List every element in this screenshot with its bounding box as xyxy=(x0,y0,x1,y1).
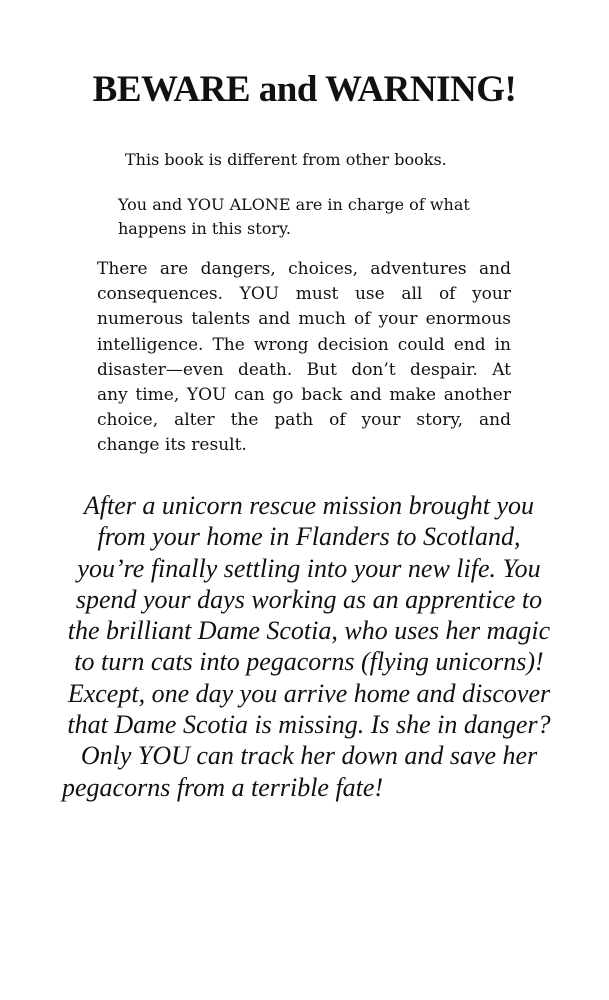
warning-line: any time, YOU can go back and make another xyxy=(97,384,511,405)
story-line: the brilliant Dame Scotia, who uses her magic xyxy=(67,616,551,646)
story-line: from your home in Flanders to Scotland, xyxy=(97,522,521,552)
warning-line: numerous talents and much of your enormous xyxy=(97,309,511,330)
page-title: BEWARE and WARNING! xyxy=(92,69,517,110)
story-line: After a unicorn rescue mission brought you xyxy=(83,491,535,520)
intro-paragraph-2: You and YOU ALONE are in charge of what happens in this story. xyxy=(118,195,470,238)
warning-line: intelligence. The wrong decision could end in xyxy=(97,334,511,355)
story-line: you’re finally settling into your new life. You xyxy=(77,553,541,583)
warning-paragraph xyxy=(97,257,511,459)
story-line: to turn cats into pegacorns (flying unicorns)! xyxy=(74,647,544,677)
story-blurb xyxy=(62,490,556,803)
story-line: pegacorns from a terrible fate! xyxy=(62,772,384,802)
warning-line: There are dangers, choices, adventures and xyxy=(97,259,511,279)
intro-paragraph-1: This book is different from other books. xyxy=(125,150,447,169)
story-line: spend your days working as an apprentice to xyxy=(75,584,543,614)
story-line: Except, one day you arrive home and discover xyxy=(67,678,551,708)
warning-line: disaster—even death. But don’t despair. At xyxy=(97,359,511,380)
warning-line: consequences. YOU must use all of your xyxy=(97,284,511,305)
warning-line: change its result. xyxy=(97,435,247,456)
story-line: Only YOU can track her down and save her xyxy=(80,741,538,771)
story-line: that Dame Scotia is missing. Is she in danger? xyxy=(67,710,551,740)
warning-line: choice, alter the path of your story, and xyxy=(97,410,511,431)
